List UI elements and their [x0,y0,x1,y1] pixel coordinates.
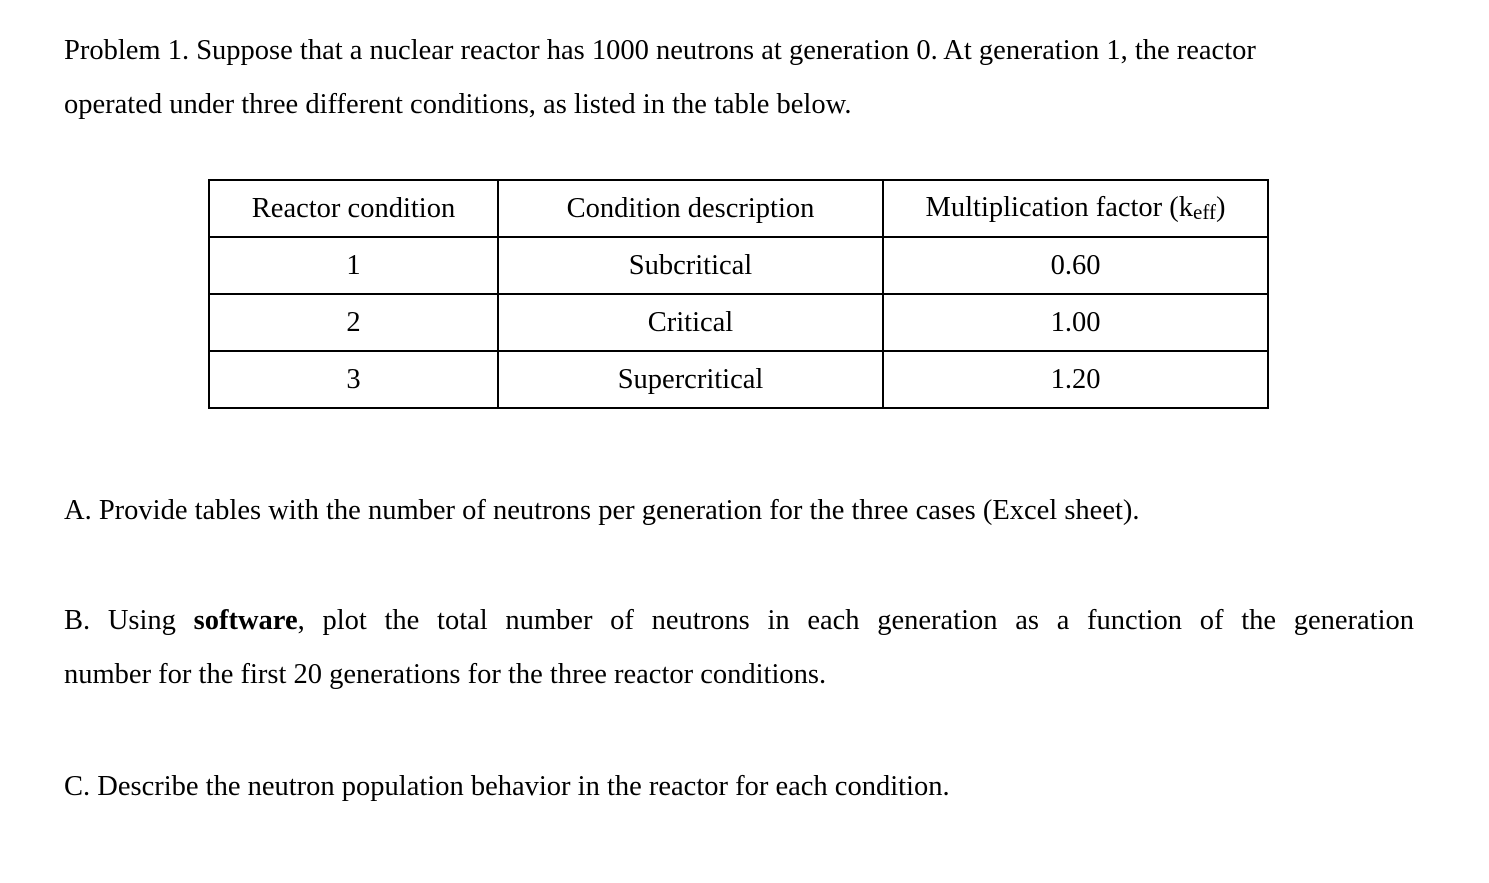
cell-condition: 3 [209,351,498,408]
cell-condition: 2 [209,294,498,351]
header-condition-description: Condition description [498,180,883,237]
part-b [64,594,1414,702]
part-b-rest: , plot the total number of neutrons in each generation as a function of the generation [297,605,1414,636]
cell-condition: 1 [209,237,498,294]
header-factor-text: Multiplication factor (k [925,192,1194,223]
part-a [64,484,1140,538]
cell-factor: 1.20 [883,351,1268,408]
cell-factor: 1.00 [883,294,1268,351]
table-row [209,294,1268,351]
problem-intro-line-1: Problem 1. Suppose that a nuclear reactor has 1000 neutrons at generation 0. At generation 1, the reactor [64,35,1256,66]
problem-statement [64,24,1256,132]
header-reactor-condition: Reactor condition [209,180,498,237]
part-a-text: A. Provide tables with the number of neutrons per generation for the three cases (Excel sheet). [64,495,1140,526]
part-b-line-2: number for the first 20 generations for the three reactor conditions. [64,659,827,690]
part-c [64,760,950,814]
problem-intro-line-2: operated under three different conditions, as listed in the table below. [64,89,852,120]
table-row [209,237,1268,294]
header-multiplication-factor [883,180,1268,237]
header-factor-close: ) [1215,192,1226,223]
table-row [209,351,1268,408]
cell-factor: 0.60 [883,237,1268,294]
cell-description: Subcritical [498,237,883,294]
part-b-prefix: B. Using [64,605,176,636]
part-b-line-1 [64,594,1414,648]
cell-description: Supercritical [498,351,883,408]
part-b-bold-word: software [193,605,298,636]
part-c-text: C. Describe the neutron population behavior in the reactor for each condition. [64,771,950,802]
table-header-row [209,180,1268,237]
reactor-conditions-table [208,179,1269,409]
cell-description: Critical [498,294,883,351]
header-factor-subscript: eff [1193,200,1216,224]
